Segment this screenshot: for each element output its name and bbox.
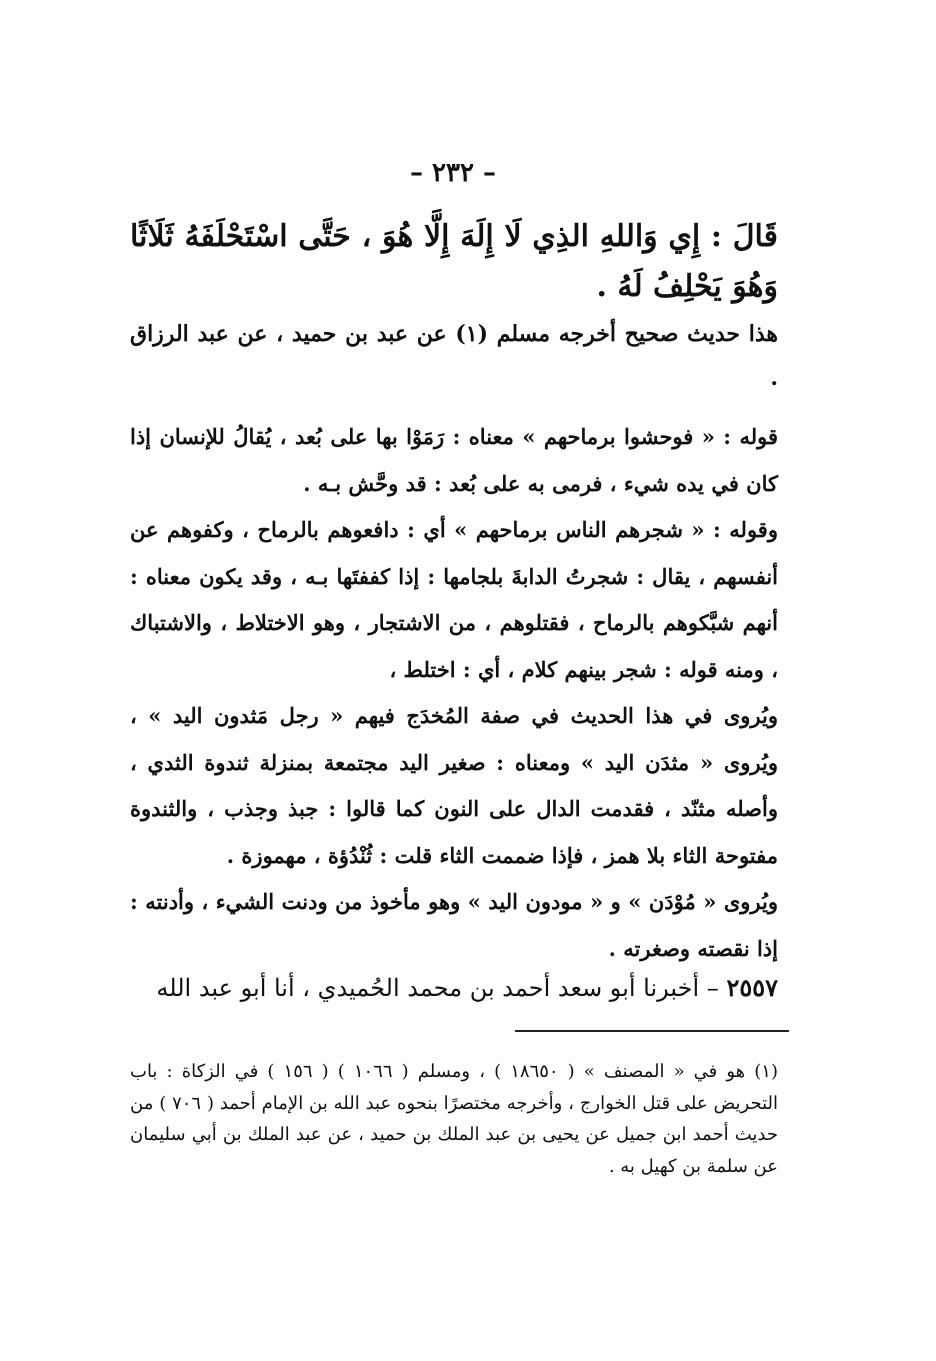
commentary-paragraph: قوله : « فوحشوا برماحهم » معناه : رَمَوْا بها على بُعد ، يُقالُ للإنسان إذا كان في يده شيء ، فرمى به على بُعد : قد وحَّش بـه . — [130, 424, 778, 496]
footnote-divider — [515, 1030, 789, 1032]
footnote: (١) هو في « المصنف » ( ١٨٦٥٠ ) ، ومسلم ( ١٠٦٦ ) ( ١٥٦ ) في الزكاة : باب التحريض على قتل الخوارج ، وأخرجه مختصرًا بنحوه عبد الله بن الإمام أحمد ( ٧٠٦ ) من حديث أحمد ابن جميل عن يحيى بن عبد الملك بن حميد ، عن عبد الملك بن أبي سليمان عن سلمة بن كهيل به . — [130, 1061, 778, 1177]
hadith-number: ٢٥٥٧ — [726, 973, 778, 1002]
hadith-source-note: هذا حديث صحيح أخرجه مسلم (١) عن عبد بن حميد ، عن عبد الرزاق . — [130, 321, 778, 391]
commentary-paragraph: ويُروى في هذا الحديث في صفة المُخدَج فيهم « رجل مَثدون اليد » ، ويُروى « مثدَن اليد » ومعناه : صغير اليد مجتمعة بمنزلة ثندوة الثدي ، وأصله مثنّد ، فقدمت الدال على النون كما قالوا : جبذ وجذب ، والثندوة مفتوحة الثاء بلا همز ، فإذا ضممت الثاء قلت : ثُنْدُؤة ، مهموزة . — [130, 703, 778, 868]
footnotes-section — [130, 1056, 778, 1182]
commentary-paragraph: ويُروى « مُوْدَن » و « مودون اليد » وهو مأخوذ من ودنت الشيء ، وأدنته : إذا نقصته وصغرته . — [130, 889, 778, 961]
hadith-chain-text: – أخبرنا أبو سعد أحمد بن محمد الحُميدي ، أنا أبو عبد الله — [156, 974, 719, 1002]
commentary-paragraph: وقوله : « شجرهم الناس برماحهم » أي : دافعوهم بالرماح ، وكفوهم عن أنفسهم ، يقال : شجرتُ الدابةَ بلجامها : إذا كففتَها بـه ، وقد يكون معناه : أنهم شبَّكوهم بالرماح ، فقتلوهم ، من الاشتجار ، وهو الاختلاط ، والاشتباك ، ومنه قوله : شجر بينهم كلام ، أي : اختلط ، — [130, 517, 778, 682]
next-hadith-start — [130, 966, 778, 1010]
page-number: – ٢٣٢ – — [409, 158, 497, 188]
commentary-section — [130, 414, 778, 972]
hadith-quote: قَالَ : إِي وَاللهِ الذِي لَا إِلَهَ إِلَّا هُوَ ، حَتَّى اسْتَحْلَفَهُ ثَلَاثًا وَهُوَ يَحْلِفُ لَهُ . — [130, 219, 778, 304]
